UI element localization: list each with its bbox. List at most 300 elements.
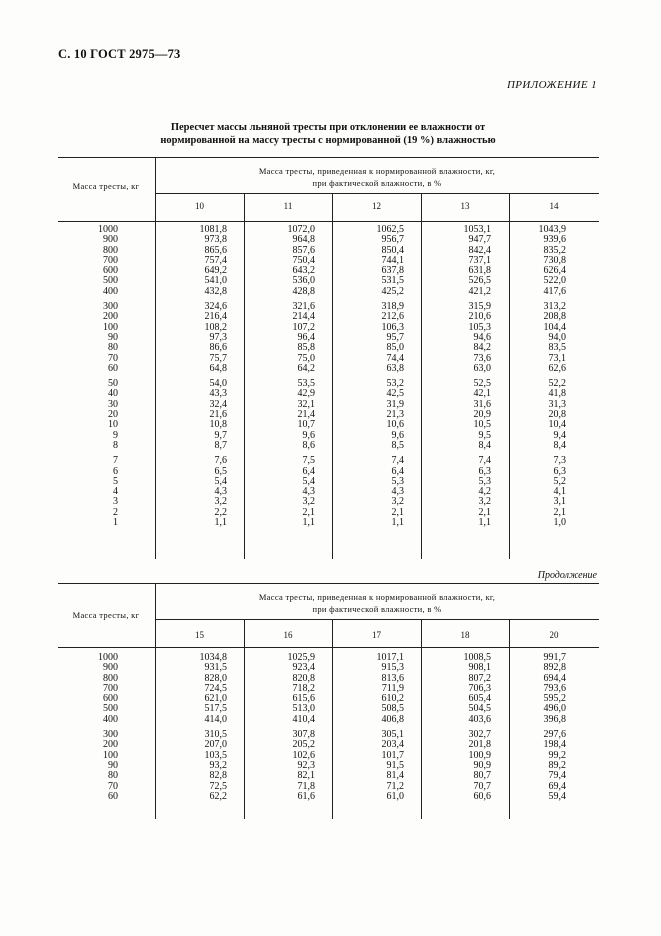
converted-mass-cell: 203,4 xyxy=(381,739,404,751)
row-mass-value: 90 xyxy=(108,759,118,771)
converted-mass-cell: 828,0 xyxy=(204,672,227,684)
row-mass-value: 40 xyxy=(108,388,118,400)
row-mass-value: 70 xyxy=(108,352,118,364)
converted-mass-cell: 931,5 xyxy=(204,662,227,674)
row-mass-value: 800 xyxy=(103,244,118,256)
table-row xyxy=(58,431,599,441)
table-row xyxy=(58,730,599,740)
row-mass-value: 7 xyxy=(113,455,118,467)
table-row xyxy=(58,508,599,518)
converted-mass-cell: 297,6 xyxy=(543,729,566,741)
converted-mass-cell: 1,1 xyxy=(391,517,404,529)
converted-mass-cell: 10,6 xyxy=(386,419,404,431)
table-row xyxy=(58,761,599,771)
converted-mass-cell: 9,4 xyxy=(553,429,566,441)
converted-mass-cell: 947,7 xyxy=(468,234,491,246)
converted-mass-cell: 3,2 xyxy=(302,496,315,508)
converted-mass-cell: 64,8 xyxy=(209,362,227,374)
column-header-moisture: 17 xyxy=(372,630,381,640)
table-top-rule xyxy=(58,157,599,158)
converted-mass-cell: 730,8 xyxy=(543,254,566,266)
converted-mass-cell: 5,4 xyxy=(302,475,315,487)
converted-mass-cell: 1081,8 xyxy=(199,224,227,235)
table-title-line-2: нормированной на массу тресты с нормированной (19 %) влажностью xyxy=(160,135,496,146)
table-row xyxy=(58,354,599,364)
group-header xyxy=(155,591,599,615)
converted-mass-cell: 74,4 xyxy=(386,352,404,364)
converted-mass-cell: 53,5 xyxy=(297,378,315,390)
table-row xyxy=(58,364,599,374)
converted-mass-cell: 210,6 xyxy=(468,311,491,323)
converted-mass-cell: 9,6 xyxy=(302,429,315,441)
converted-mass-cell: 71,2 xyxy=(386,780,404,792)
converted-mass-cell: 964,8 xyxy=(292,234,315,246)
converted-mass-cell: 649,2 xyxy=(204,265,227,277)
converted-mass-cell: 626,4 xyxy=(543,265,566,277)
converted-mass-cell: 198,4 xyxy=(543,739,566,751)
converted-mass-cell: 79,4 xyxy=(548,770,566,782)
converted-mass-cell: 4,3 xyxy=(214,486,227,498)
converted-mass-cell: 2,1 xyxy=(478,506,491,518)
row-mass-value: 600 xyxy=(103,265,118,277)
converted-mass-cell: 5,2 xyxy=(553,475,566,487)
converted-mass-cell: 60,6 xyxy=(473,790,491,802)
converted-mass-cell: 1072,0 xyxy=(287,224,315,235)
converted-mass-cell: 7,4 xyxy=(478,455,491,467)
converted-mass-cell: 605,4 xyxy=(468,693,491,705)
converted-mass-cell: 73,6 xyxy=(473,352,491,364)
converted-mass-cell: 21,6 xyxy=(209,409,227,421)
row-mass-value: 2 xyxy=(113,506,118,518)
converted-mass-cell: 99,2 xyxy=(548,749,566,761)
converted-mass-cell: 52,2 xyxy=(548,378,566,390)
converted-mass-cell: 8,4 xyxy=(478,439,491,451)
converted-mass-cell: 9,5 xyxy=(478,429,491,441)
conversion-table-1 xyxy=(58,157,599,559)
converted-mass-cell: 718,2 xyxy=(292,682,315,694)
converted-mass-cell: 1062,5 xyxy=(376,224,404,235)
converted-mass-cell: 75,0 xyxy=(297,352,315,364)
converted-mass-cell: 3,2 xyxy=(214,496,227,508)
table-row xyxy=(58,487,599,497)
converted-mass-cell: 6,4 xyxy=(302,465,315,477)
converted-mass-cell: 41,8 xyxy=(548,388,566,400)
header-bottom-rule xyxy=(58,647,599,648)
column-header-moisture: 16 xyxy=(283,630,293,640)
converted-mass-cell: 6,3 xyxy=(553,465,566,477)
converted-mass-cell: 70,7 xyxy=(473,780,491,792)
table-body xyxy=(58,225,599,528)
table-row xyxy=(58,246,599,256)
row-mass-value: 70 xyxy=(108,780,118,792)
converted-mass-cell: 1025,9 xyxy=(287,652,315,663)
column-header-moisture: 10 xyxy=(195,201,204,211)
row-mass-value: 3 xyxy=(113,496,118,508)
row-mass-value: 100 xyxy=(103,321,118,333)
page-header: С. 10 ГОСТ 2975—73 xyxy=(58,47,181,61)
converted-mass-cell: 991,7 xyxy=(543,652,566,663)
converted-mass-cell: 85,8 xyxy=(297,342,315,354)
converted-mass-cell: 496,0 xyxy=(543,703,566,715)
converted-mass-cell: 744,1 xyxy=(381,254,404,266)
converted-mass-cell: 1,1 xyxy=(214,517,227,529)
converted-mass-cell: 403,6 xyxy=(468,713,491,725)
table-row xyxy=(58,751,599,761)
converted-mass-cell: 43,3 xyxy=(209,388,227,400)
converted-mass-cell: 42,9 xyxy=(297,388,315,400)
row-mass-value: 900 xyxy=(103,662,118,674)
converted-mass-cell: 32,4 xyxy=(209,398,227,410)
table-row xyxy=(58,684,599,694)
converted-mass-cell: 793,6 xyxy=(543,682,566,694)
converted-mass-cell: 536,0 xyxy=(292,275,315,287)
converted-mass-cell: 21,4 xyxy=(297,409,315,421)
converted-mass-cell: 737,1 xyxy=(468,254,491,266)
converted-mass-cell: 321,6 xyxy=(292,301,315,313)
converted-mass-cell: 3,2 xyxy=(391,496,404,508)
converted-mass-cell: 1043,9 xyxy=(538,224,566,235)
converted-mass-cell: 4,3 xyxy=(302,486,315,498)
converted-mass-cell: 850,4 xyxy=(381,244,404,256)
converted-mass-cell: 541,0 xyxy=(204,275,227,287)
group-header-line-1: Масса тресты, приведенная к нормированной влажности, кг, xyxy=(258,166,496,176)
table-body xyxy=(58,653,599,802)
row-mass-value: 60 xyxy=(108,790,118,802)
row-mass-value: 500 xyxy=(103,703,118,715)
converted-mass-cell: 102,6 xyxy=(292,749,315,761)
converted-mass-cell: 10,7 xyxy=(297,419,315,431)
converted-mass-cell: 3,1 xyxy=(553,496,566,508)
row-mass-value: 50 xyxy=(108,378,118,390)
converted-mass-cell: 508,5 xyxy=(381,703,404,715)
table-title xyxy=(58,121,598,147)
converted-mass-cell: 706,3 xyxy=(468,682,491,694)
converted-mass-cell: 842,4 xyxy=(468,244,491,256)
converted-mass-cell: 21,3 xyxy=(386,409,404,421)
converted-mass-cell: 94,0 xyxy=(548,331,566,343)
row-mass-value: 80 xyxy=(108,342,118,354)
converted-mass-cell: 75,7 xyxy=(209,352,227,364)
row-mass-value: 800 xyxy=(103,672,118,684)
converted-mass-cell: 106,3 xyxy=(381,321,404,333)
table-row xyxy=(58,266,599,276)
converted-mass-cell: 108,2 xyxy=(204,321,227,333)
converted-mass-cell: 105,3 xyxy=(468,321,491,333)
converted-mass-cell: 96,4 xyxy=(297,331,315,343)
converted-mass-cell: 711,9 xyxy=(381,682,404,694)
converted-mass-cell: 4,2 xyxy=(478,486,491,498)
row-mass-value: 60 xyxy=(108,362,118,374)
converted-mass-cell: 2,1 xyxy=(391,506,404,518)
converted-mass-cell: 9,6 xyxy=(391,429,404,441)
converted-mass-cell: 406,8 xyxy=(381,713,404,725)
converted-mass-cell: 10,5 xyxy=(473,419,491,431)
row-mass-value: 100 xyxy=(103,749,118,761)
converted-mass-cell: 417,6 xyxy=(543,285,566,297)
row-mass-value: 20 xyxy=(108,409,118,421)
column-header-moisture: 14 xyxy=(549,201,559,211)
converted-mass-cell: 637,8 xyxy=(381,265,404,277)
converted-mass-cell: 86,6 xyxy=(209,342,227,354)
converted-mass-cell: 31,6 xyxy=(473,398,491,410)
row-header-label: Масса тресты, кг xyxy=(72,610,140,620)
table-row xyxy=(58,235,599,245)
converted-mass-cell: 10,8 xyxy=(209,419,227,431)
table-row xyxy=(58,782,599,792)
converted-mass-cell: 59,4 xyxy=(548,790,566,802)
converted-mass-cell: 92,3 xyxy=(297,759,315,771)
converted-mass-cell: 835,2 xyxy=(543,244,566,256)
converted-mass-cell: 302,7 xyxy=(468,729,491,741)
converted-mass-cell: 8,7 xyxy=(214,439,227,451)
row-mass-value: 90 xyxy=(108,331,118,343)
converted-mass-cell: 32,1 xyxy=(297,398,315,410)
column-header-moisture: 13 xyxy=(460,201,470,211)
converted-mass-cell: 1053,1 xyxy=(463,224,491,235)
group-header-rule xyxy=(155,619,599,620)
table-row xyxy=(58,477,599,487)
converted-mass-cell: 923,4 xyxy=(292,662,315,674)
table-row xyxy=(58,379,599,389)
table-row xyxy=(58,653,599,663)
converted-mass-cell: 757,4 xyxy=(204,254,227,266)
row-mass-value: 500 xyxy=(103,275,118,287)
converted-mass-cell: 694,4 xyxy=(543,672,566,684)
row-mass-value: 9 xyxy=(113,429,118,441)
converted-mass-cell: 2,2 xyxy=(214,506,227,518)
converted-mass-cell: 522,0 xyxy=(543,275,566,287)
converted-mass-cell: 414,0 xyxy=(204,713,227,725)
converted-mass-cell: 857,6 xyxy=(292,244,315,256)
table-row xyxy=(58,420,599,430)
table-row xyxy=(58,694,599,704)
converted-mass-cell: 64,2 xyxy=(297,362,315,374)
converted-mass-cell: 63,0 xyxy=(473,362,491,374)
converted-mass-cell: 813,6 xyxy=(381,672,404,684)
converted-mass-cell: 31,9 xyxy=(386,398,404,410)
table-row xyxy=(58,256,599,266)
table-row xyxy=(58,389,599,399)
converted-mass-cell: 71,8 xyxy=(297,780,315,792)
table-row xyxy=(58,343,599,353)
converted-mass-cell: 201,8 xyxy=(468,739,491,751)
converted-mass-cell: 724,5 xyxy=(204,682,227,694)
row-mass-value: 200 xyxy=(103,739,118,751)
converted-mass-cell: 1017,1 xyxy=(376,652,404,663)
converted-mass-cell: 69,4 xyxy=(548,780,566,792)
converted-mass-cell: 915,3 xyxy=(381,662,404,674)
table-row xyxy=(58,715,599,725)
converted-mass-cell: 1034,8 xyxy=(199,652,227,663)
table-row xyxy=(58,518,599,528)
converted-mass-cell: 82,1 xyxy=(297,770,315,782)
converted-mass-cell: 973,8 xyxy=(204,234,227,246)
table-row xyxy=(58,771,599,781)
converted-mass-cell: 73,1 xyxy=(548,352,566,364)
group-header-line-2: при фактической влажности, в % xyxy=(312,604,442,614)
converted-mass-cell: 621,0 xyxy=(204,693,227,705)
converted-mass-cell: 315,9 xyxy=(468,301,491,313)
converted-mass-cell: 208,8 xyxy=(543,311,566,323)
converted-mass-cell: 95,7 xyxy=(386,331,404,343)
converted-mass-cell: 72,5 xyxy=(209,780,227,792)
converted-mass-cell: 1,1 xyxy=(302,517,315,529)
table-row xyxy=(58,792,599,802)
column-header-moisture: 15 xyxy=(195,630,204,640)
converted-mass-cell: 80,7 xyxy=(473,770,491,782)
row-mass-value: 400 xyxy=(103,285,118,297)
table-row xyxy=(58,467,599,477)
converted-mass-cell: 956,7 xyxy=(381,234,404,246)
converted-mass-cell: 10,4 xyxy=(548,419,566,431)
converted-mass-cell: 91,5 xyxy=(386,759,404,771)
row-mass-value: 6 xyxy=(113,465,118,477)
converted-mass-cell: 820,8 xyxy=(292,672,315,684)
converted-mass-cell: 63,8 xyxy=(386,362,404,374)
table-row xyxy=(58,287,599,297)
table-row xyxy=(58,333,599,343)
table-row xyxy=(58,704,599,714)
converted-mass-cell: 93,2 xyxy=(209,759,227,771)
header-bottom-rule xyxy=(58,221,599,222)
converted-mass-cell: 31,3 xyxy=(548,398,566,410)
converted-mass-cell: 421,2 xyxy=(468,285,491,297)
converted-mass-cell: 305,1 xyxy=(381,729,404,741)
row-mass-value: 900 xyxy=(103,234,118,246)
converted-mass-cell: 643,2 xyxy=(292,265,315,277)
converted-mass-cell: 81,4 xyxy=(386,770,404,782)
row-mass-value: 80 xyxy=(108,770,118,782)
column-header-moisture: 12 xyxy=(372,201,381,211)
converted-mass-cell: 5,4 xyxy=(214,475,227,487)
converted-mass-cell: 425,2 xyxy=(381,285,404,297)
converted-mass-cell: 212,6 xyxy=(381,311,404,323)
converted-mass-cell: 216,4 xyxy=(204,311,227,323)
converted-mass-cell: 205,2 xyxy=(292,739,315,751)
group-header-rule xyxy=(155,193,599,194)
converted-mass-cell: 610,2 xyxy=(381,693,404,705)
converted-mass-cell: 83,5 xyxy=(548,342,566,354)
converted-mass-cell: 107,2 xyxy=(292,321,315,333)
converted-mass-cell: 6,5 xyxy=(214,465,227,477)
converted-mass-cell: 526,5 xyxy=(468,275,491,287)
converted-mass-cell: 324,6 xyxy=(204,301,227,313)
converted-mass-cell: 750,4 xyxy=(292,254,315,266)
converted-mass-cell: 97,3 xyxy=(209,331,227,343)
converted-mass-cell: 89,2 xyxy=(548,759,566,771)
converted-mass-cell: 20,9 xyxy=(473,409,491,421)
converted-mass-cell: 42,1 xyxy=(473,388,491,400)
table-row xyxy=(58,276,599,286)
row-mass-value: 10 xyxy=(108,419,118,431)
converted-mass-cell: 615,6 xyxy=(292,693,315,705)
converted-mass-cell: 396,8 xyxy=(543,713,566,725)
converted-mass-cell: 82,8 xyxy=(209,770,227,782)
converted-mass-cell: 207,0 xyxy=(204,739,227,751)
converted-mass-cell: 101,7 xyxy=(381,749,404,761)
converted-mass-cell: 318,9 xyxy=(381,301,404,313)
converted-mass-cell: 54,0 xyxy=(209,378,227,390)
group-header-line-1: Масса тресты, приведенная к нормированной влажности, кг, xyxy=(258,592,496,602)
row-mass-value: 300 xyxy=(103,301,118,313)
converted-mass-cell: 531,5 xyxy=(381,275,404,287)
converted-mass-cell: 6,3 xyxy=(478,465,491,477)
row-header-label: Масса тресты, кг xyxy=(72,181,140,191)
table-row xyxy=(58,497,599,507)
converted-mass-cell: 410,4 xyxy=(292,713,315,725)
table-row xyxy=(58,323,599,333)
converted-mass-cell: 3,2 xyxy=(478,496,491,508)
table-row xyxy=(58,225,599,235)
converted-mass-cell: 939,6 xyxy=(543,234,566,246)
converted-mass-cell: 807,2 xyxy=(468,672,491,684)
row-mass-value: 400 xyxy=(103,713,118,725)
converted-mass-cell: 8,5 xyxy=(391,439,404,451)
table-row xyxy=(58,302,599,312)
converted-mass-cell: 428,8 xyxy=(292,285,315,297)
row-mass-value: 1000 xyxy=(98,652,118,663)
converted-mass-cell: 6,4 xyxy=(391,465,404,477)
row-mass-value: 5 xyxy=(113,475,118,487)
converted-mass-cell: 9,7 xyxy=(214,429,227,441)
table-row xyxy=(58,441,599,451)
row-mass-value: 700 xyxy=(103,682,118,694)
converted-mass-cell: 908,1 xyxy=(468,662,491,674)
converted-mass-cell: 504,5 xyxy=(468,703,491,715)
converted-mass-cell: 20,8 xyxy=(548,409,566,421)
converted-mass-cell: 513,0 xyxy=(292,703,315,715)
converted-mass-cell: 62,6 xyxy=(548,362,566,374)
converted-mass-cell: 61,6 xyxy=(297,790,315,802)
converted-mass-cell: 85,0 xyxy=(386,342,404,354)
row-mass-value: 30 xyxy=(108,398,118,410)
converted-mass-cell: 595,2 xyxy=(543,693,566,705)
converted-mass-cell: 517,5 xyxy=(204,703,227,715)
group-header xyxy=(155,165,599,189)
converted-mass-cell: 7,5 xyxy=(302,455,315,467)
converted-mass-cell: 865,6 xyxy=(204,244,227,256)
converted-mass-cell: 84,2 xyxy=(473,342,491,354)
row-mass-value: 200 xyxy=(103,311,118,323)
converted-mass-cell: 7,4 xyxy=(391,455,404,467)
row-mass-value: 4 xyxy=(113,486,118,498)
converted-mass-cell: 1008,5 xyxy=(463,652,491,663)
table-row xyxy=(58,410,599,420)
converted-mass-cell: 310,5 xyxy=(204,729,227,741)
converted-mass-cell: 4,3 xyxy=(391,486,404,498)
table-title-line-1: Пересчет массы льняной тресты при отклонении ее влажности от xyxy=(170,122,486,133)
converted-mass-cell: 5,3 xyxy=(478,475,491,487)
appendix-label: ПРИЛОЖЕНИЕ 1 xyxy=(506,79,597,91)
row-mass-value: 600 xyxy=(103,693,118,705)
group-header-line-2: при фактической влажности, в % xyxy=(312,178,442,188)
converted-mass-cell: 313,2 xyxy=(543,301,566,313)
converted-mass-cell: 42,5 xyxy=(386,388,404,400)
table-row xyxy=(58,674,599,684)
converted-mass-cell: 100,9 xyxy=(468,749,491,761)
column-header-moisture: 18 xyxy=(460,630,470,640)
conversion-table-2 xyxy=(58,583,599,819)
row-mass-value: 300 xyxy=(103,729,118,741)
converted-mass-cell: 61,0 xyxy=(386,790,404,802)
column-header-moisture: 20 xyxy=(549,630,559,640)
table-top-rule xyxy=(58,583,599,584)
converted-mass-cell: 307,8 xyxy=(292,729,315,741)
converted-mass-cell: 8,6 xyxy=(302,439,315,451)
table-row xyxy=(58,663,599,673)
converted-mass-cell: 8,4 xyxy=(553,439,566,451)
converted-mass-cell: 94,6 xyxy=(473,331,491,343)
